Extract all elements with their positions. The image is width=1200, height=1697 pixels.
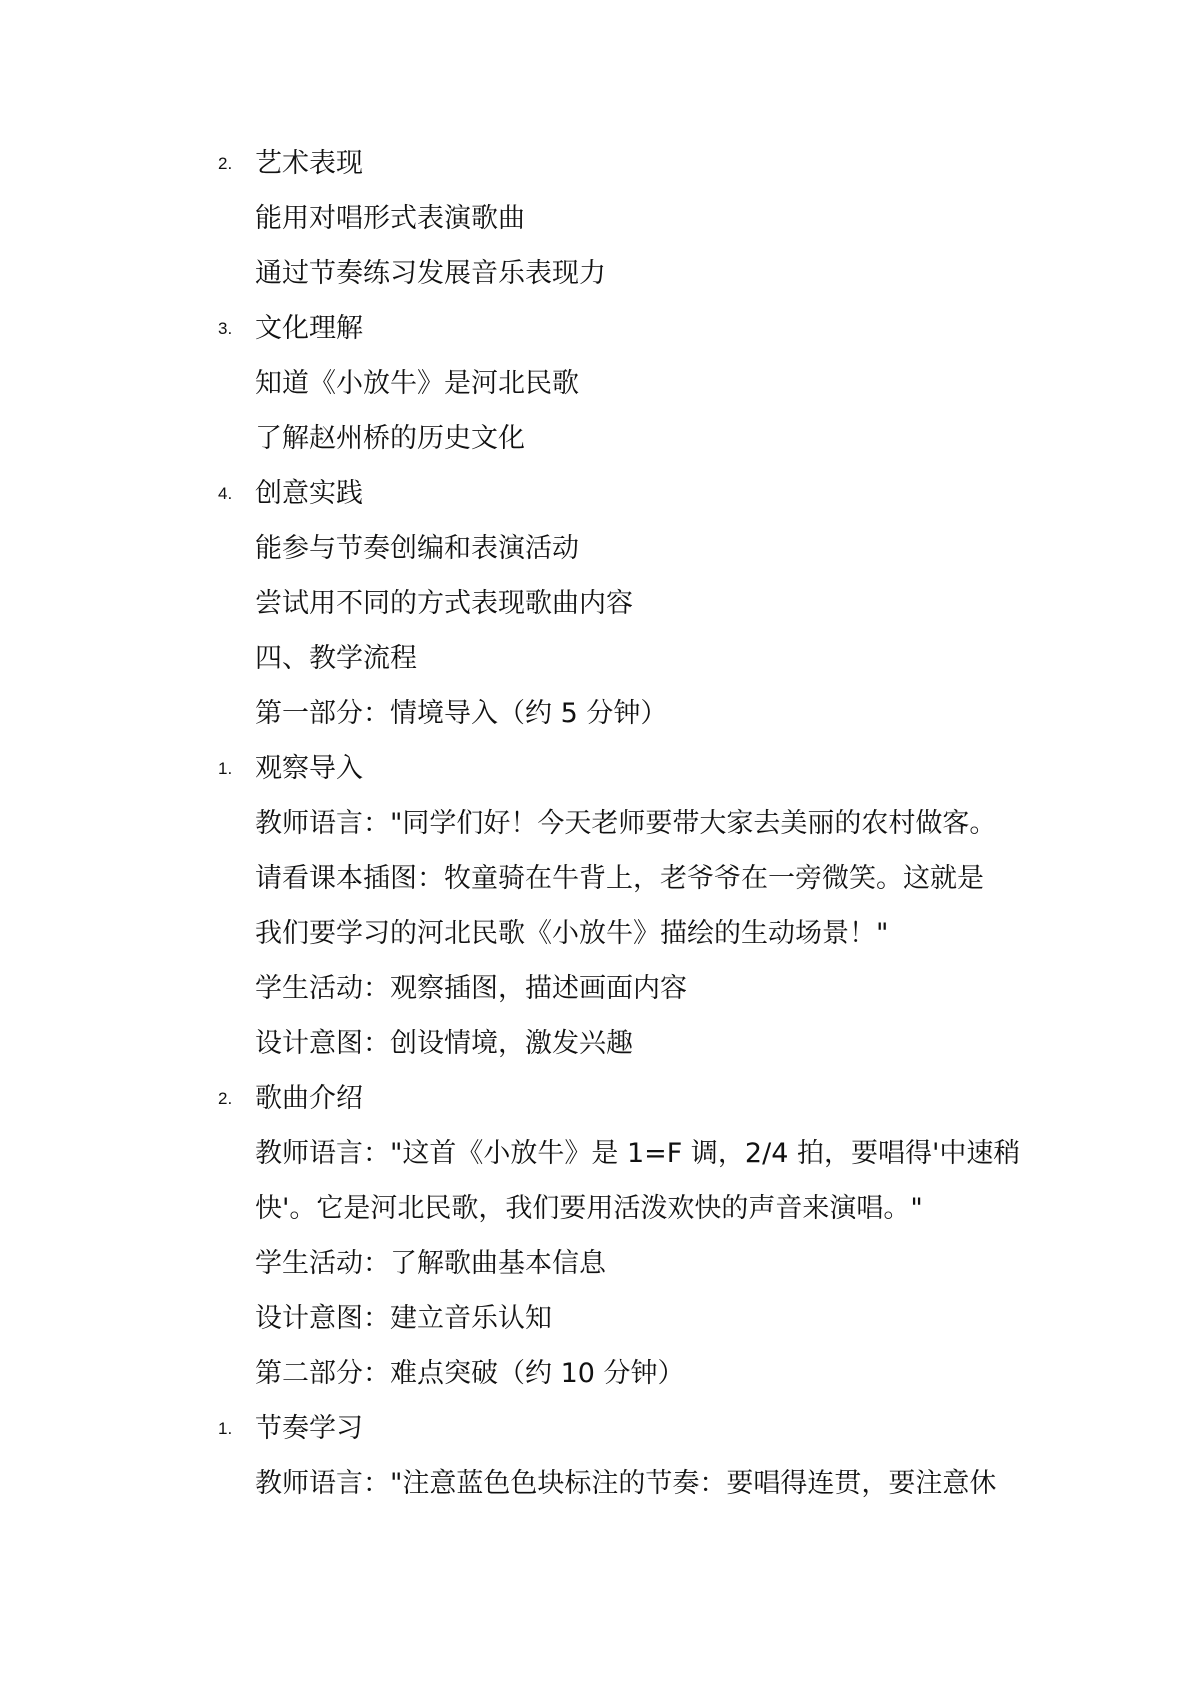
list-number: 4. <box>218 484 233 503</box>
line-text: 第一部分：情境导入（约 5 分钟） <box>255 698 668 729</box>
text-line <box>0 1126 1200 1181</box>
line-text: 歌曲介绍 <box>255 1083 363 1114</box>
list-number: 2. <box>218 1089 233 1108</box>
line-text: 艺术表现 <box>255 148 363 179</box>
list-number: 1. <box>218 1419 233 1438</box>
text-line <box>0 686 1200 741</box>
text-line <box>0 961 1200 1016</box>
text-line <box>0 631 1200 686</box>
list-item-heading <box>0 136 1200 191</box>
line-text: 节奏学习 <box>255 1413 363 1444</box>
text-line <box>0 1181 1200 1236</box>
text-line <box>0 246 1200 301</box>
list-item-heading <box>0 466 1200 521</box>
text-line <box>0 356 1200 411</box>
document-body <box>0 136 1200 1511</box>
text-line <box>0 1236 1200 1291</box>
line-text: 能参与节奏创编和表演活动 <box>255 533 579 564</box>
list-item-heading <box>0 1401 1200 1456</box>
text-line <box>0 411 1200 466</box>
text-line <box>0 1016 1200 1071</box>
line-text: 第二部分：难点突破（约 10 分钟） <box>255 1358 685 1389</box>
line-text: 学生活动：了解歌曲基本信息 <box>255 1248 606 1279</box>
text-line <box>0 1346 1200 1401</box>
line-text: 能用对唱形式表演歌曲 <box>255 203 525 234</box>
line-text: 设计意图：建立音乐认知 <box>255 1303 552 1334</box>
line-text: 创意实践 <box>255 478 363 509</box>
line-text: 四、教学流程 <box>255 643 417 674</box>
line-text: 了解赵州桥的历史文化 <box>255 423 525 454</box>
list-number: 3. <box>218 319 233 338</box>
text-line <box>0 906 1200 961</box>
text-line <box>0 521 1200 576</box>
list-item-heading <box>0 1071 1200 1126</box>
line-text: 知道《小放牛》是河北民歌 <box>255 368 579 399</box>
list-number: 1. <box>218 759 233 778</box>
line-text: 观察导入 <box>255 753 363 784</box>
list-item-heading <box>0 301 1200 356</box>
text-line <box>0 796 1200 851</box>
line-text: 教师语言："同学们好！今天老师要带大家去美丽的农村做客。 <box>255 808 997 839</box>
line-text: 请看课本插图：牧童骑在牛背上，老爷爷在一旁微笑。这就是 <box>255 863 984 894</box>
line-text: 文化理解 <box>255 313 363 344</box>
text-line <box>0 851 1200 906</box>
text-line <box>0 191 1200 246</box>
line-text: 学生活动：观察插图，描述画面内容 <box>255 973 687 1004</box>
list-number: 2. <box>218 154 233 173</box>
line-text: 通过节奏练习发展音乐表现力 <box>255 258 606 289</box>
line-text: 快'。它是河北民歌，我们要用活泼欢快的声音来演唱。" <box>255 1193 923 1224</box>
line-text: 我们要学习的河北民歌《小放牛》描绘的生动场景！" <box>255 918 889 949</box>
line-text: 尝试用不同的方式表现歌曲内容 <box>255 588 633 619</box>
line-text: 教师语言："注意蓝色色块标注的节奏：要唱得连贯，要注意休 <box>255 1468 997 1499</box>
text-line <box>0 576 1200 631</box>
text-line <box>0 1456 1200 1511</box>
line-text: 设计意图：创设情境，激发兴趣 <box>255 1028 633 1059</box>
text-line <box>0 1291 1200 1346</box>
line-text: 教师语言："这首《小放牛》是 1=F 调，2/4 拍，要唱得'中速稍 <box>255 1138 1021 1169</box>
list-item-heading <box>0 741 1200 796</box>
